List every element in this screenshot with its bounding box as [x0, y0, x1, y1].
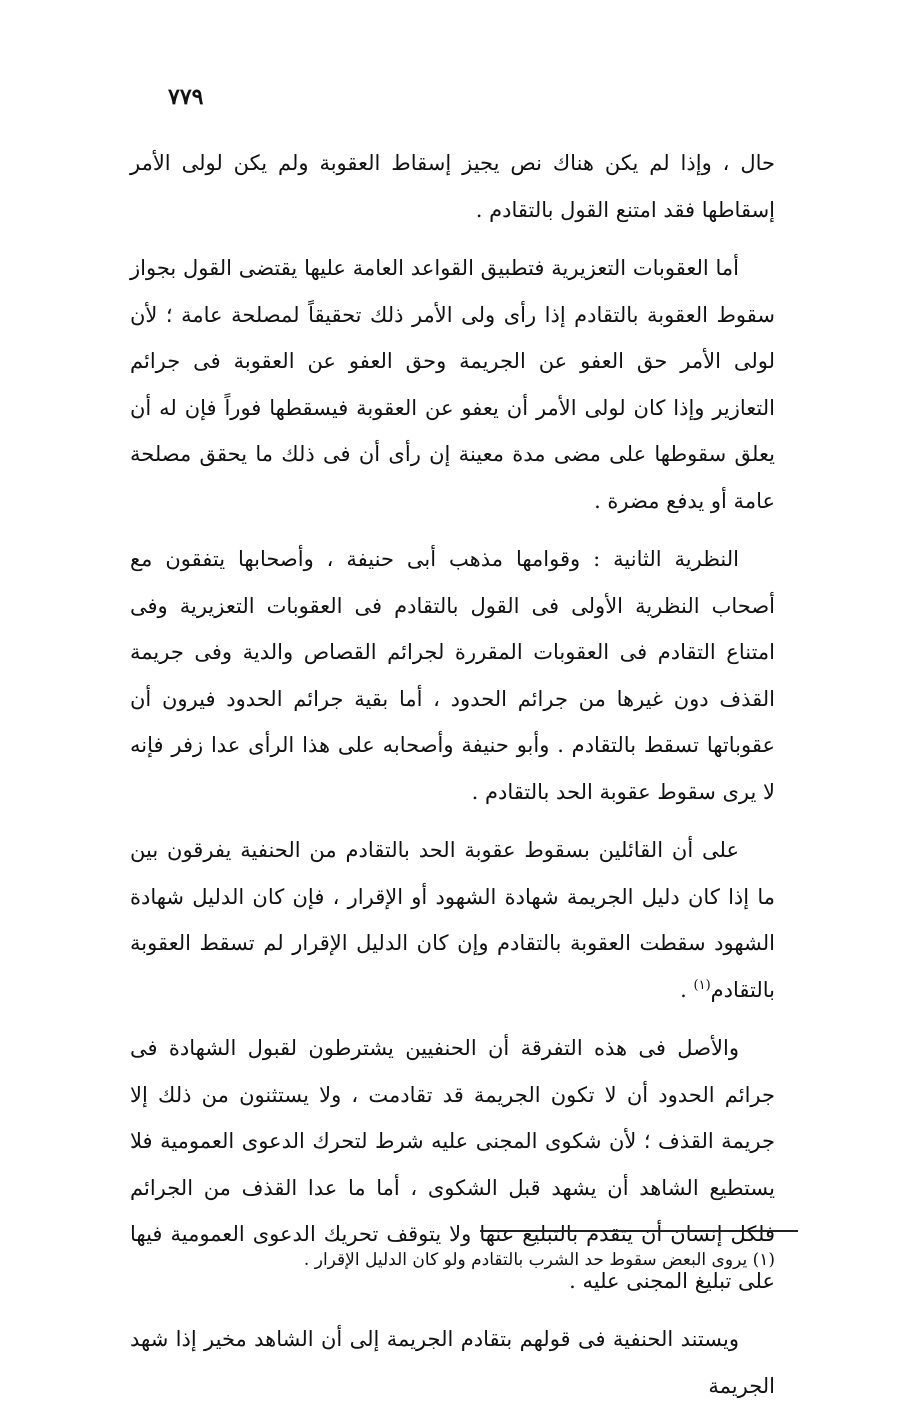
- paragraph-4-end: .: [680, 977, 694, 1002]
- body-text: [130, 140, 775, 1421]
- paragraph-2: أما العقوبات التعزيرية فتطبيق القواعد العامة عليها يقتضى القول بجواز سقوط العقوبة بالتقادم إذا رأى ولى الأمر ذلك تحقيقاً لمصلحة عامة ؛ لأن لولى الأمر حق العفو عن الجريمة وحق العفو عن العقوبة فى جرائم التعازير وإذا كان لولى الأمر أن يعفو عن العقوبة فيسقطها فوراً فإن له أن يعلق سقوطها على مضى مدة معينة إن رأى أن فى ذلك ما يحقق مصلحة عامة أو يدفع مضرة .: [130, 256, 775, 513]
- paragraph-6: ويستند الحنفية فى قولهم بتقادم الجريمة إلى أن الشاهد مخير إذا شهد الجريمة: [130, 1327, 775, 1398]
- paragraph-5: والأصل فى هذه التفرقة أن الحنفيين يشترطون لقبول الشهادة فى جرائم الحدود أن لا تكون الجريمة قد تقادمت ، ولا يستثنون من ذلك إلا جريمة القذف ؛ لأن شكوى المجنى عليه شرط لتحرك الدعوى العمومية فلا يستطيع الشاهد أن يشهد قبل الشكوى ، أما ما عدا القذف من الجرائم فلكل إنسان أن يتقدم بالتبليغ عنها ولا يتوقف تحريك الدعوى العمومية فيها على تبليغ المجنى عليه .: [130, 1036, 775, 1293]
- paragraph-3: النظرية الثانية : وقوامها مذهب أبى حنيفة ، وأصحابها يتفقون مع أصحاب النظرية الأولى فى القول بالتقادم فى العقوبات التعزيرية وفى امتناع التقادم فى العقوبات المقررة لجرائم القصاص والدية وفى جريمة القذف دون غيرها من جرائم الحدود ، أما بقية جرائم الحدود فيرون أن عقوباتها تسقط بالتقادم . وأبو حنيفة وأصحابه على هذا الرأى عدا زفر فإنه لا يرى سقوط عقوبة الحد بالتقادم .: [130, 547, 775, 804]
- footnote-reference: (١): [693, 977, 711, 993]
- paragraph-4-text: على أن القائلين بسقوط عقوبة الحد بالتقادم من الحنفية يفرقون بين ما إذا كان دليل الجريمة شهادة الشهود أو الإقرار ، فإن كان الدليل شهادة الشهود سقطت العقوبة بالتقادم وإن كان الدليل الإقرار لم تسقط العقوبة بالتقادم: [130, 838, 775, 1002]
- page-number: ٧٧٩: [168, 84, 204, 110]
- footnote-divider: [480, 1230, 798, 1232]
- paragraph-1: حال ، وإذا لم يكن هناك نص يجيز إسقاط العقوبة ولم يكن لولى الأمر إسقاطها فقد امتنع القول بالتقادم .: [130, 151, 775, 222]
- paragraph-4: [130, 827, 775, 1013]
- footnote: (١) يروى البعض سقوط حد الشرب بالتقادم ولو كان الدليل الإقرار .: [303, 1250, 775, 1270]
